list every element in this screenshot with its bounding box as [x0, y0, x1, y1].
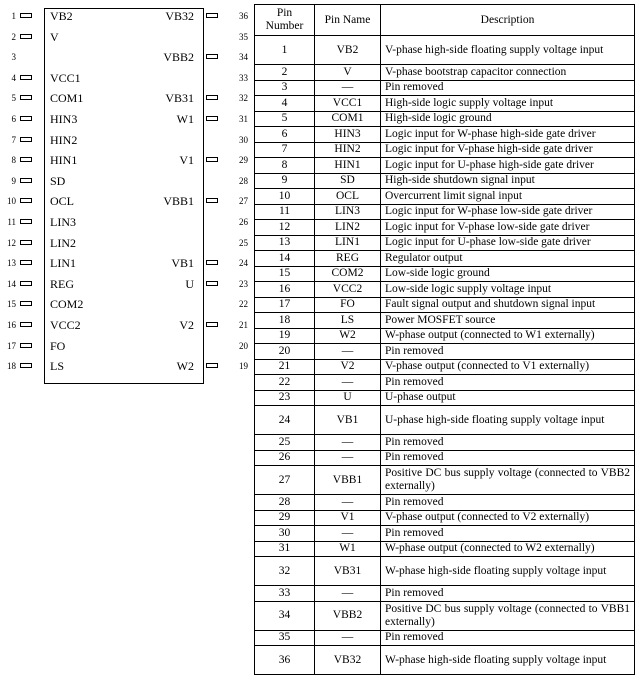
pin-description-cell: Positive DC bus supply voltage (connected to VBB2 externally): [381, 466, 635, 495]
pin-left-5: [0, 91, 120, 105]
pin-name-cell: VB31: [315, 557, 381, 586]
pin-number-cell: 33: [255, 586, 315, 602]
pin-label: HIN3: [50, 112, 78, 126]
pin-name-cell: HIN1: [315, 158, 381, 174]
pin-description-cell: V-phase output (connected to V1 externally): [381, 359, 635, 375]
pin-number: 5: [11, 93, 16, 104]
pin-number-cell: 23: [255, 390, 315, 406]
pin-number: 29: [239, 155, 248, 166]
pin-number: 23: [239, 278, 248, 289]
pin-number-cell: 2: [255, 65, 315, 81]
pin-name-cell: HIN2: [315, 142, 381, 158]
pin-number: 12: [7, 237, 16, 248]
pin-name-cell: VB1: [315, 406, 381, 435]
pin-description-cell: W-phase high-side floating supply voltage input: [381, 557, 635, 586]
pin-label: VCC1: [50, 70, 81, 85]
table-row: [255, 111, 635, 127]
pin-name-cell: VCC2: [315, 282, 381, 298]
pin-lead: [206, 198, 218, 203]
pin-number: 22: [239, 299, 248, 310]
pin-description-cell: Logic input for W-phase high-side gate driver: [381, 127, 635, 143]
pin-number-cell: 17: [255, 297, 315, 313]
pin-right-5: [132, 91, 250, 105]
pin-number: 14: [7, 278, 16, 289]
pin-right-7: [132, 133, 250, 147]
pin-name-cell: SD: [315, 173, 381, 189]
pin-number: 26: [239, 217, 248, 227]
table-row: [255, 390, 635, 406]
pin-number: 34: [239, 52, 248, 63]
pin-description-cell: V-phase bootstrap capacitor connection: [381, 65, 635, 81]
pin-number-cell: 3: [255, 80, 315, 96]
pin-name-cell: VBB1: [315, 466, 381, 495]
pin-lead: [206, 322, 218, 327]
pin-description-cell: U-phase output: [381, 390, 635, 406]
pin-name-cell: V: [315, 65, 381, 81]
pin-description-cell: Low-side logic supply voltage input: [381, 282, 635, 298]
pin-name-cell: U: [315, 390, 381, 406]
pin-number-cell: 5: [255, 111, 315, 127]
pin-number-cell: 29: [255, 510, 315, 526]
pin-label: COM1: [50, 91, 84, 106]
pin-number-cell: 21: [255, 359, 315, 375]
pin-label: V: [50, 29, 59, 44]
pin-lead: [20, 75, 32, 80]
pin-description-cell: High-side logic supply voltage input: [381, 96, 635, 112]
pin-name-cell: VBB2: [315, 601, 381, 630]
pin-description-cell: Pin removed: [381, 375, 635, 391]
pin-number-cell: 14: [255, 251, 315, 267]
pin-lead: [20, 343, 32, 348]
pin-number: 31: [239, 114, 248, 124]
pin-right-16: [132, 318, 250, 332]
pin-label: FO: [50, 338, 66, 353]
pin-number: 35: [239, 31, 248, 42]
pin-number: 4: [11, 72, 16, 83]
pin-number-cell: 18: [255, 313, 315, 329]
pin-label: VB1: [171, 256, 194, 271]
table-row: [255, 510, 635, 526]
pin-label: REG: [50, 276, 74, 291]
pin-number-cell: 10: [255, 189, 315, 205]
pin-left-9: [0, 174, 120, 188]
table-row: [255, 586, 635, 602]
pin-description-cell: Pin removed: [381, 630, 635, 646]
pin-number-cell: 16: [255, 282, 315, 298]
pin-name-cell: LIN3: [315, 204, 381, 220]
pin-description-cell: High-side logic ground: [381, 111, 635, 127]
pin-number: 10: [7, 196, 16, 207]
pin-label: VBB2: [163, 50, 194, 65]
pin-left-4: [0, 71, 120, 85]
pin-number-cell: 6: [255, 127, 315, 143]
pin-number: 1: [11, 11, 16, 21]
pin-name-cell: V2: [315, 359, 381, 375]
pin-description-cell: Pin removed: [381, 450, 635, 466]
pin-right-4: [132, 71, 250, 85]
pin-left-2: [0, 30, 120, 44]
pin-number-cell: 24: [255, 406, 315, 435]
pin-description-cell: Low-side logic ground: [381, 266, 635, 282]
pin-left-8: [0, 153, 120, 167]
table-header-row: [255, 5, 635, 36]
pin-number-cell: 22: [255, 375, 315, 391]
pin-lead: [206, 260, 218, 265]
pin-number-cell: 27: [255, 466, 315, 495]
pin-lead: [20, 178, 32, 183]
pin-label: V1: [179, 153, 194, 168]
pin-label: LIN2: [50, 235, 76, 250]
pin-lead: [20, 301, 32, 306]
pin-label: VCC2: [50, 318, 81, 332]
pin-right-8: [132, 153, 250, 167]
pin-lead: [20, 219, 32, 224]
pin-number: 19: [239, 361, 248, 372]
pin-description-cell: Regulator output: [381, 251, 635, 267]
pin-lead: [206, 116, 218, 121]
pin-label: VB32: [165, 9, 194, 23]
pin-number-cell: 35: [255, 630, 315, 646]
pin-lead: [206, 157, 218, 162]
table-row: [255, 189, 635, 205]
pin-right-10: [132, 194, 250, 208]
table-row: [255, 142, 635, 158]
table-row: [255, 65, 635, 81]
pin-name-cell: —: [315, 630, 381, 646]
pin-description-cell: Logic input for V-phase high-side gate driver: [381, 142, 635, 158]
pin-number-cell: 31: [255, 541, 315, 557]
pin-left-1: [0, 9, 120, 23]
pin-name-cell: REG: [315, 251, 381, 267]
pin-number-cell: 4: [255, 96, 315, 112]
table-row: [255, 328, 635, 344]
pin-number: 27: [239, 196, 248, 207]
pin-name-cell: —: [315, 450, 381, 466]
pin-description-cell: Pin removed: [381, 586, 635, 602]
pin-lead: [206, 54, 218, 59]
table-row: [255, 450, 635, 466]
pin-left-6: [0, 112, 120, 126]
pin-name-cell: COM1: [315, 111, 381, 127]
pin-left-16: [0, 318, 120, 332]
pin-label: U: [185, 276, 194, 291]
pin-name-cell: W1: [315, 541, 381, 557]
pin-number-cell: 34: [255, 601, 315, 630]
pin-description-cell: Pin removed: [381, 495, 635, 511]
pin-name-cell: COM2: [315, 266, 381, 282]
pin-description-cell: W-phase output (connected to W1 externally): [381, 328, 635, 344]
pin-number: 30: [239, 134, 248, 145]
pin-number-cell: 20: [255, 344, 315, 360]
pin-description-cell: Pin removed: [381, 435, 635, 451]
pin-name-cell: —: [315, 586, 381, 602]
pin-left-10: [0, 194, 120, 208]
table-row: [255, 406, 635, 435]
pin-label: COM2: [50, 297, 84, 312]
pin-number: 8: [11, 155, 16, 166]
pin-name-cell: —: [315, 375, 381, 391]
table-row: [255, 466, 635, 495]
pin-number-cell: 19: [255, 328, 315, 344]
pin-right-1: [132, 9, 250, 23]
pin-label: W2: [176, 359, 194, 374]
table-row: [255, 630, 635, 646]
header-description: Description: [381, 5, 635, 36]
pin-right-3: [132, 50, 250, 64]
pin-number-cell: 7: [255, 142, 315, 158]
pin-label: LIN1: [50, 256, 76, 271]
pin-description-cell: W-phase high-side floating supply voltage input: [381, 646, 635, 675]
pin-label: LS: [50, 359, 65, 374]
pin-right-9: [132, 174, 250, 188]
pin-lead: [20, 322, 32, 327]
table-row: [255, 435, 635, 451]
pin-number: 11: [7, 217, 16, 227]
pin-number: 6: [11, 114, 16, 124]
pin-number-cell: 25: [255, 435, 315, 451]
pin-number-cell: 1: [255, 36, 315, 65]
pin-right-14: [132, 277, 250, 291]
pin-left-15: [0, 297, 120, 311]
table-row: [255, 541, 635, 557]
pin-description-cell: Logic input for V-phase low-side gate driver: [381, 220, 635, 236]
pin-left-17: [0, 339, 120, 353]
pin-name-cell: —: [315, 435, 381, 451]
pin-label: VBB1: [163, 194, 194, 209]
pin-number: 36: [239, 11, 248, 21]
pin-description-table: [254, 4, 635, 675]
pin-number: 28: [239, 175, 248, 186]
pin-number: 16: [7, 320, 16, 330]
table-row: [255, 80, 635, 96]
pin-right-6: [132, 112, 250, 126]
pin-description-cell: Pin removed: [381, 526, 635, 542]
pin-label: LIN3: [50, 215, 76, 229]
pin-description-cell: Overcurrent limit signal input: [381, 189, 635, 205]
pin-number-cell: 11: [255, 204, 315, 220]
table-row: [255, 251, 635, 267]
pin-description-cell: U-phase high-side floating supply voltage input: [381, 406, 635, 435]
pin-right-17: [132, 339, 250, 353]
pin-right-18: [132, 359, 250, 373]
table-row: [255, 173, 635, 189]
pin-description-cell: Positive DC bus supply voltage (connected to VBB1 externally): [381, 601, 635, 630]
pin-description-cell: Logic input for U-phase high-side gate driver: [381, 158, 635, 174]
table-row: [255, 158, 635, 174]
pin-lead: [20, 116, 32, 121]
pin-lead: [206, 95, 218, 100]
pin-name-cell: HIN3: [315, 127, 381, 143]
pin-number-cell: 9: [255, 173, 315, 189]
pin-name-cell: FO: [315, 297, 381, 313]
pin-lead: [20, 137, 32, 142]
table-row: [255, 36, 635, 65]
pin-left-12: [0, 236, 120, 250]
pin-lead: [20, 198, 32, 203]
pin-name-cell: VB32: [315, 646, 381, 675]
pin-number: 24: [239, 258, 248, 269]
pin-left-11: [0, 215, 120, 229]
pin-name-cell: V1: [315, 510, 381, 526]
pinout-diagram: [0, 0, 250, 380]
pin-number: 32: [239, 93, 248, 104]
pin-number: 9: [11, 175, 16, 186]
pin-description-cell: Pin removed: [381, 344, 635, 360]
pin-number: 25: [239, 237, 248, 248]
pin-name-cell: W2: [315, 328, 381, 344]
pin-lead: [206, 13, 218, 18]
table-row: [255, 313, 635, 329]
pin-right-15: [132, 297, 250, 311]
pin-left-18: [0, 359, 120, 373]
header-pin-name: Pin Name: [315, 5, 381, 36]
table-row: [255, 204, 635, 220]
pin-number: 17: [7, 340, 16, 351]
table-row: [255, 282, 635, 298]
pin-number: 7: [11, 134, 16, 145]
pin-right-12: [132, 236, 250, 250]
table-row: [255, 495, 635, 511]
pin-lead: [20, 34, 32, 39]
pin-name-cell: —: [315, 344, 381, 360]
pin-right-11: [132, 215, 250, 229]
pin-label: SD: [50, 173, 66, 188]
pin-lead: [20, 363, 32, 368]
pin-number-cell: 28: [255, 495, 315, 511]
pin-right-2: [132, 30, 250, 44]
pin-number: 15: [7, 299, 16, 310]
pin-description-cell: V-phase high-side floating supply voltage input: [381, 36, 635, 65]
table-row: [255, 220, 635, 236]
pin-name-cell: —: [315, 495, 381, 511]
pin-name-cell: LIN1: [315, 235, 381, 251]
table-row: [255, 557, 635, 586]
pin-label: HIN2: [50, 132, 78, 147]
pin-lead: [20, 95, 32, 100]
pin-label: HIN1: [50, 153, 78, 168]
pin-label: VB2: [50, 9, 73, 23]
pin-lead: [20, 240, 32, 245]
pin-description-cell: Power MOSFET source: [381, 313, 635, 329]
pin-number: 13: [7, 258, 16, 269]
pin-left-3: [0, 50, 120, 64]
pin-left-14: [0, 277, 120, 291]
pin-lead: [20, 157, 32, 162]
pin-left-13: [0, 256, 120, 270]
pin-number: 2: [11, 31, 16, 42]
pin-number: 3: [11, 52, 16, 63]
pin-label: VB31: [165, 91, 194, 106]
pin-number-cell: 36: [255, 646, 315, 675]
pin-number-cell: 8: [255, 158, 315, 174]
table-row: [255, 375, 635, 391]
table-row: [255, 96, 635, 112]
pin-lead: [206, 363, 218, 368]
pin-number: 18: [7, 361, 16, 372]
pin-label: W1: [176, 112, 194, 126]
pin-number-cell: 15: [255, 266, 315, 282]
pin-description-cell: W-phase output (connected to W2 externally): [381, 541, 635, 557]
pin-number: 20: [239, 340, 248, 351]
table-row: [255, 526, 635, 542]
pin-number-cell: 30: [255, 526, 315, 542]
table-row: [255, 601, 635, 630]
pin-label: V2: [179, 318, 194, 332]
pin-name-cell: VB2: [315, 36, 381, 65]
pin-number-cell: 32: [255, 557, 315, 586]
table-row: [255, 646, 635, 675]
pin-lead: [206, 281, 218, 286]
table-row: [255, 297, 635, 313]
pin-number-cell: 26: [255, 450, 315, 466]
header-pin-number: Pin Number: [255, 5, 315, 36]
pin-number-cell: 13: [255, 235, 315, 251]
table-row: [255, 344, 635, 360]
pin-lead: [20, 281, 32, 286]
pin-label: OCL: [50, 194, 74, 209]
pin-name-cell: —: [315, 80, 381, 96]
pin-description-cell: Fault signal output and shutdown signal input: [381, 297, 635, 313]
pin-name-cell: VCC1: [315, 96, 381, 112]
pin-description-cell: Pin removed: [381, 80, 635, 96]
pin-name-cell: OCL: [315, 189, 381, 205]
table-row: [255, 359, 635, 375]
pin-description-cell: Logic input for U-phase low-side gate driver: [381, 235, 635, 251]
table-row: [255, 235, 635, 251]
table-row: [255, 266, 635, 282]
pin-name-cell: —: [315, 526, 381, 542]
pin-right-13: [132, 256, 250, 270]
pin-lead: [20, 260, 32, 265]
pin-description-cell: Logic input for W-phase low-side gate driver: [381, 204, 635, 220]
pin-number: 33: [239, 72, 248, 83]
pin-number: 21: [239, 320, 248, 330]
pin-name-cell: LIN2: [315, 220, 381, 236]
pin-left-7: [0, 133, 120, 147]
pin-lead: [20, 13, 32, 18]
table-row: [255, 127, 635, 143]
pin-name-cell: LS: [315, 313, 381, 329]
pin-number-cell: 12: [255, 220, 315, 236]
pin-description-cell: High-side shutdown signal input: [381, 173, 635, 189]
pin-description-cell: V-phase output (connected to V2 externally): [381, 510, 635, 526]
